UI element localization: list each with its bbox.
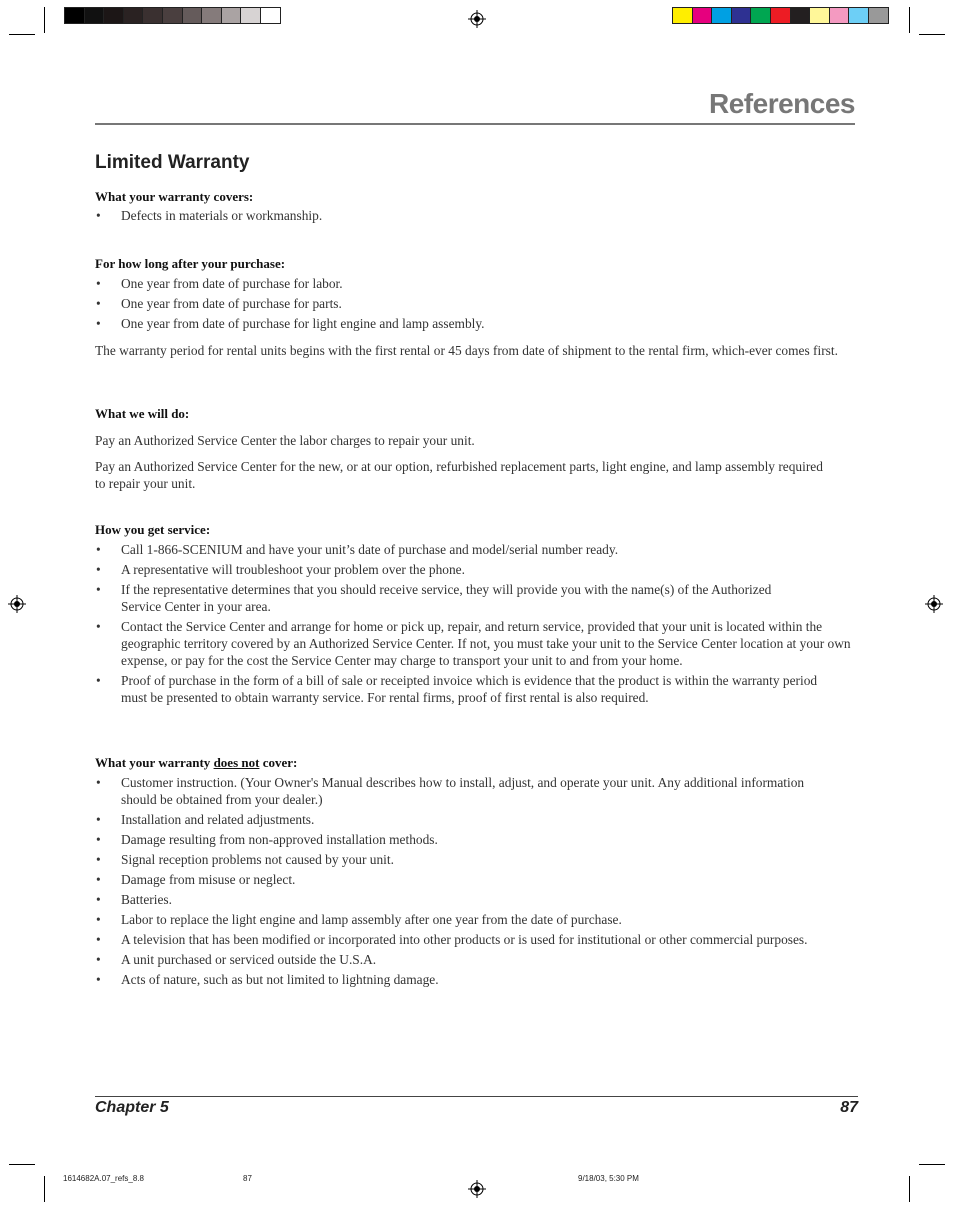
color-swatch: [868, 7, 889, 24]
list-item: • Damage from misuse or neglect.: [96, 872, 296, 887]
color-swatch: [809, 7, 830, 24]
what-we-do-para-2: Pay an Authorized Service Center for the new, or at our option, refurbished replacement parts, light engine, and lamp assembly required to repair your unit.: [95, 459, 823, 491]
list-item: • Call 1-866-SCENIUM and have your unit’s date of purchase and model/serial number ready.: [96, 542, 619, 557]
list-item: • A unit purchased or serviced outside the U.S.A.: [96, 952, 377, 967]
slug-page: 87: [243, 1174, 252, 1183]
list-item: • One year from date of purchase for light engine and lamp assembly.: [96, 316, 485, 331]
what-we-do-para-1: Pay an Authorized Service Center the labor charges to repair your unit.: [95, 433, 475, 448]
color-swatch: [182, 7, 203, 24]
color-swatch: [142, 7, 163, 24]
color-swatch: [672, 7, 693, 24]
color-swatch: [123, 7, 144, 24]
list-item: • Batteries.: [96, 892, 172, 907]
color-swatch: [790, 7, 811, 24]
not-cover-list: [95, 774, 860, 991]
color-swatch: [162, 7, 183, 24]
color-swatch: [260, 7, 281, 24]
how-long-heading: For how long after your purchase:: [95, 256, 286, 271]
color-swatch: [692, 7, 713, 24]
list-item: • Defects in materials or workmanship.: [96, 208, 323, 223]
header-rule: [95, 123, 855, 125]
list-item: • Acts of nature, such as but not limited to lightning damage.: [96, 972, 439, 987]
covers-list: [95, 207, 860, 227]
color-swatch: [240, 7, 261, 24]
color-swatch: [64, 7, 85, 24]
list-item: • Customer instruction. (Your Owner's Manual describes how to install, adjust, and operate your unit. Any additional information should be obtained from your dealer.): [96, 775, 805, 807]
registration-mark-icon: [8, 595, 26, 613]
not-cover-heading: What your warranty does not cover:: [95, 755, 298, 770]
color-swatch: [731, 7, 752, 24]
section-title: Limited Warranty: [95, 152, 250, 173]
registration-mark-icon: [468, 10, 486, 28]
color-swatch: [84, 7, 105, 24]
list-item: • If the representative determines that you should receive service, they will provide you with the name(s) of the Authorized Service Center in your area.: [96, 582, 772, 614]
color-swatch: [221, 7, 242, 24]
list-item: • Damage resulting from non-approved installation methods.: [96, 832, 438, 847]
list-item: • Signal reception problems not caused by your unit.: [96, 852, 394, 867]
list-item: • A representative will troubleshoot your problem over the phone.: [96, 562, 465, 577]
list-item: • One year from date of purchase for parts.: [96, 296, 342, 311]
color-swatch: [829, 7, 850, 24]
list-item: • One year from date of purchase for labor.: [96, 276, 343, 291]
page-number: 87: [840, 1099, 858, 1116]
list-item: • Proof of purchase in the form of a bill of sale or receipted invoice which is evidence that the product is within the warranty period must be presented to obtain warranty service. For rental firms, proof of first rental is also required.: [96, 673, 818, 705]
registration-mark-icon: [468, 1180, 486, 1198]
chapter-label: Chapter 5: [95, 1099, 169, 1116]
rental-note: The warranty period for rental units begins with the first rental or 45 days from date of shipment to the rental firm, which-ever comes first.: [95, 343, 838, 358]
color-swatch: [770, 7, 791, 24]
color-swatch: [201, 7, 222, 24]
get-service-heading: How you get service:: [95, 522, 211, 537]
footer-rule: [95, 1096, 858, 1097]
list-item: • Installation and related adjustments.: [96, 812, 315, 827]
color-swatch: [103, 7, 124, 24]
what-we-do-heading: What we will do:: [95, 406, 190, 421]
list-item: • Labor to replace the light engine and lamp assembly after one year from the date of purchase.: [96, 912, 622, 927]
list-item: • Contact the Service Center and arrange for home or pick up, repair, and return service, provided that your unit is located within the geographic territory covered by an Authorized Service Center. If not, you must take your unit to the Service Center location at your own expense, or pay for the cost the Service Center may charge to transport your unit to and from your home.: [96, 619, 851, 668]
color-swatch: [848, 7, 869, 24]
registration-mark-icon: [925, 595, 943, 613]
get-service-list: [95, 541, 860, 709]
slug-timestamp: 9/18/03, 5:30 PM: [578, 1174, 639, 1183]
page-title: References: [709, 88, 855, 119]
color-swatch: [750, 7, 771, 24]
covers-heading: What your warranty covers:: [95, 189, 254, 204]
how-long-list: [95, 275, 860, 335]
list-item: • A television that has been modified or incorporated into other products or is used for institutional or other commercial purposes.: [96, 932, 808, 947]
color-swatch: [711, 7, 732, 24]
slug-filename: 1614682A.07_refs_8.8: [63, 1174, 144, 1183]
